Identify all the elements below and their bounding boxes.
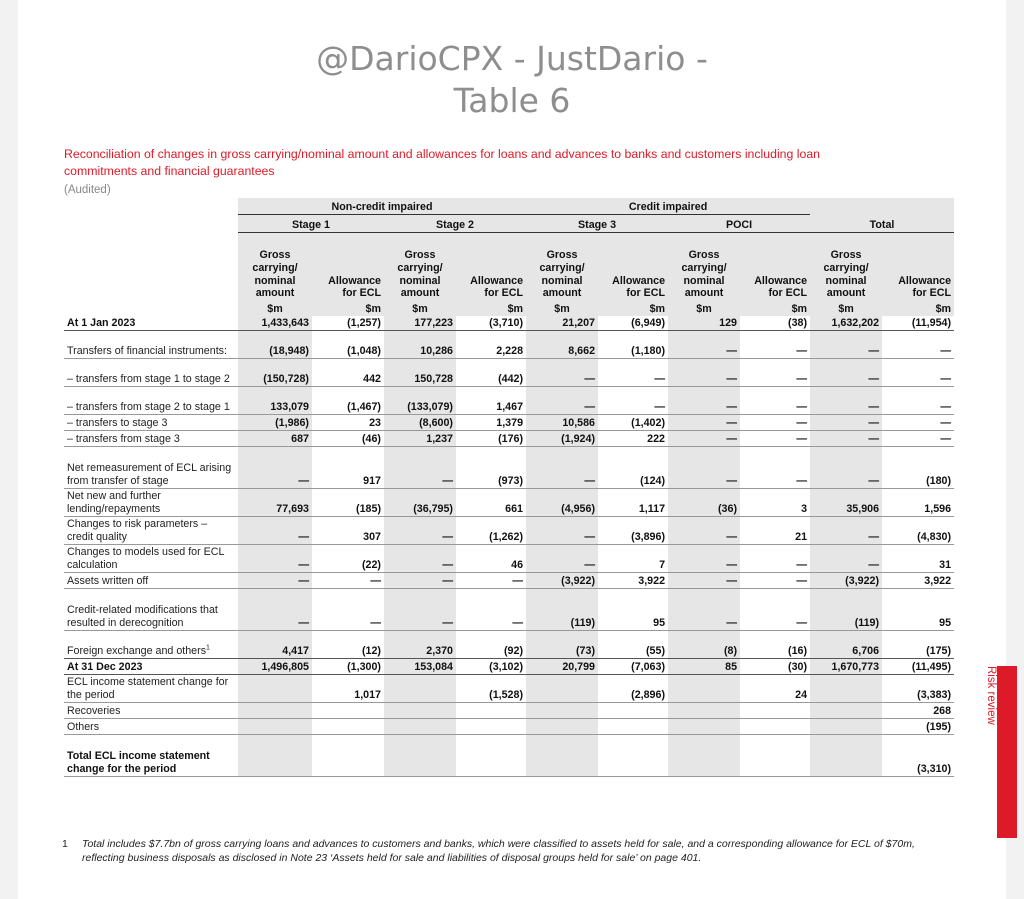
table-body <box>64 316 954 776</box>
cell-value <box>384 702 456 718</box>
cell-value: — <box>238 588 312 630</box>
cell-value: — <box>238 572 312 588</box>
cell-value: (3,710) <box>456 316 526 330</box>
cell-value: — <box>668 430 740 446</box>
ecl-reconciliation-table <box>64 198 952 777</box>
cell-value: — <box>526 386 598 414</box>
row-label-text: Changes to risk parameters – credit quality <box>67 518 208 543</box>
cell-value: 268 <box>882 702 954 718</box>
cell-value: — <box>882 414 954 430</box>
row-label-text: Net new and further lending/repayments <box>67 490 161 515</box>
cell-value <box>598 702 668 718</box>
table-row <box>64 734 954 776</box>
cell-value: 10,586 <box>526 414 598 430</box>
cell-value: — <box>810 430 882 446</box>
cell-value: (8,600) <box>384 414 456 430</box>
cell-value: (180) <box>882 446 954 488</box>
cell-value: — <box>526 446 598 488</box>
table-row <box>64 572 954 588</box>
cell-value: — <box>810 516 882 544</box>
unit-label: $m <box>882 300 954 316</box>
row-label-text: Total ECL income statement change for the period <box>67 750 210 775</box>
cell-value: — <box>810 386 882 414</box>
group-credit-impaired: Credit impaired <box>526 198 810 214</box>
unit-label: $m <box>598 300 668 316</box>
cell-value <box>238 702 312 718</box>
cell-value: 442 <box>312 358 384 386</box>
cell-value <box>312 718 384 734</box>
audited-note: (Audited) <box>64 184 111 196</box>
unit-label: $m <box>312 300 384 316</box>
cell-value: — <box>668 572 740 588</box>
cell-value: 4,417 <box>238 630 312 658</box>
table-row <box>64 330 954 358</box>
cell-value: (1,528) <box>456 674 526 702</box>
cell-value: 150,728 <box>384 358 456 386</box>
cell-value: — <box>526 358 598 386</box>
cell-value: — <box>668 330 740 358</box>
table-row <box>64 658 954 674</box>
cell-value: — <box>740 386 810 414</box>
cell-value: 1,379 <box>456 414 526 430</box>
cell-value: (1,300) <box>312 658 384 674</box>
cell-value: — <box>456 588 526 630</box>
row-label <box>64 430 238 446</box>
row-label-text: Others <box>67 720 100 733</box>
row-label-text: Transfers of financial instruments: <box>67 344 227 357</box>
cell-value <box>384 674 456 702</box>
cell-value: (11,495) <box>882 658 954 674</box>
cell-value: (3,922) <box>810 572 882 588</box>
unit-label: $m <box>526 300 598 316</box>
cell-value: — <box>740 572 810 588</box>
cell-value: 6,706 <box>810 630 882 658</box>
cell-value: (175) <box>882 630 954 658</box>
cell-value: — <box>810 544 882 572</box>
cell-value: (150,728) <box>238 358 312 386</box>
cell-value: 35,906 <box>810 488 882 516</box>
cell-value <box>526 674 598 702</box>
row-label-text: Foreign exchange and others <box>67 644 207 657</box>
cell-value: 85 <box>668 658 740 674</box>
cell-value: — <box>384 572 456 588</box>
cell-value: — <box>810 330 882 358</box>
footnote <box>62 838 942 865</box>
table-row <box>64 544 954 572</box>
row-label <box>64 544 238 572</box>
cell-value <box>456 702 526 718</box>
col-gross: Gross carrying/ nominal amount <box>810 232 882 300</box>
cell-value: 77,693 <box>238 488 312 516</box>
footnote-text: Total includes $7.7bn of gross carrying loans and advances to customers and banks, which were classified to assets held for sale, and a corresponding allowance for ECL of $70m, reflecting business disposals as disclosed in Note 23 ‘Assets held for sale and liabilities of disposal groups held for sale’ on page 401. <box>82 838 915 864</box>
row-label <box>64 630 238 658</box>
cell-value: — <box>526 516 598 544</box>
cell-value: 1,467 <box>456 386 526 414</box>
row-label-text: Net remeasurement of ECL arising from transfer of stage <box>67 462 232 487</box>
cell-value: (1,467) <box>312 386 384 414</box>
row-label <box>64 658 238 674</box>
cell-value: 24 <box>740 674 810 702</box>
cell-value: 1,632,202 <box>810 316 882 330</box>
cell-value <box>526 718 598 734</box>
col-allowance: Allowance for ECL <box>598 232 668 300</box>
cell-value <box>810 674 882 702</box>
cell-value <box>598 734 668 776</box>
cell-value: 1,596 <box>882 488 954 516</box>
cell-value: — <box>740 446 810 488</box>
cell-value: — <box>384 516 456 544</box>
cell-value: (46) <box>312 430 384 446</box>
cell-value: (22) <box>312 544 384 572</box>
col-gross: Gross carrying/ nominal amount <box>238 232 312 300</box>
cell-value: 661 <box>456 488 526 516</box>
header-stage-3: Stage 3 <box>526 214 668 232</box>
watermark <box>18 38 1006 122</box>
cell-value: (3,896) <box>598 516 668 544</box>
row-label <box>64 414 238 430</box>
unit-label: $m <box>810 300 882 316</box>
cell-value: 222 <box>598 430 668 446</box>
cell-value: 1,237 <box>384 430 456 446</box>
cell-value: (1,180) <box>598 330 668 358</box>
cell-value: (4,830) <box>882 516 954 544</box>
cell-value: 95 <box>882 588 954 630</box>
cell-value: (18,948) <box>238 330 312 358</box>
cell-value <box>526 702 598 718</box>
cell-value: — <box>598 358 668 386</box>
cell-value: (1,048) <box>312 330 384 358</box>
cell-value: 3,922 <box>598 572 668 588</box>
table-row <box>64 630 954 658</box>
cell-value: (7,063) <box>598 658 668 674</box>
row-label-text: Assets written off <box>67 574 149 587</box>
cell-value: — <box>526 544 598 572</box>
cell-value: (185) <box>312 488 384 516</box>
row-label-text: Recoveries <box>67 704 121 717</box>
cell-value: (442) <box>456 358 526 386</box>
cell-value: 3,922 <box>882 572 954 588</box>
cell-value: — <box>238 544 312 572</box>
cell-value: — <box>810 446 882 488</box>
cell-value: 1,670,773 <box>810 658 882 674</box>
row-label <box>64 330 238 358</box>
cell-value <box>456 734 526 776</box>
row-label <box>64 588 238 630</box>
col-allowance: Allowance for ECL <box>456 232 526 300</box>
cell-value: (2,896) <box>598 674 668 702</box>
cell-value: 1,017 <box>312 674 384 702</box>
cell-value: (1,257) <box>312 316 384 330</box>
cell-value: — <box>668 588 740 630</box>
cell-value: 21,207 <box>526 316 598 330</box>
col-allowance: Allowance for ECL <box>882 232 954 300</box>
cell-value: — <box>740 430 810 446</box>
col-allowance: Allowance for ECL <box>740 232 810 300</box>
unit-label: $m <box>238 300 312 316</box>
cell-value: 2,228 <box>456 330 526 358</box>
row-label-text: – transfers from stage 1 to stage 2 <box>67 372 230 385</box>
cell-value: — <box>668 446 740 488</box>
watermark-line2: Table 6 <box>453 81 571 120</box>
row-label-text: Changes to models used for ECL calculation <box>67 546 225 571</box>
cell-value: — <box>882 358 954 386</box>
cell-value: 46 <box>456 544 526 572</box>
cell-value: (176) <box>456 430 526 446</box>
cell-value <box>740 718 810 734</box>
table-row <box>64 358 954 386</box>
unit-label: $m <box>456 300 526 316</box>
unit-label: $m <box>384 300 456 316</box>
row-label-text: – transfers from stage 3 <box>67 432 180 445</box>
cell-value: — <box>312 572 384 588</box>
cell-value: (3,102) <box>456 658 526 674</box>
cell-value: (4,956) <box>526 488 598 516</box>
row-label-text: – transfers from stage 2 to stage 1 <box>67 400 230 413</box>
cell-value: 917 <box>312 446 384 488</box>
cell-value: (119) <box>526 588 598 630</box>
cell-value: — <box>882 330 954 358</box>
cell-value: (1,402) <box>598 414 668 430</box>
cell-value <box>526 734 598 776</box>
row-label <box>64 516 238 544</box>
cell-value <box>810 718 882 734</box>
col-gross: Gross carrying/ nominal amount <box>668 232 740 300</box>
cell-value: (30) <box>740 658 810 674</box>
cell-value: (12) <box>312 630 384 658</box>
unit-label: $m <box>740 300 810 316</box>
table-row <box>64 386 954 414</box>
cell-value: 31 <box>882 544 954 572</box>
cell-value: 177,223 <box>384 316 456 330</box>
table-heading: Reconciliation of changes in gross carrying/nominal amount and allowances for loans and advances to banks and customers including loan commitments and financial guarantees <box>64 147 821 178</box>
cell-value: (119) <box>810 588 882 630</box>
cell-value: (133,079) <box>384 386 456 414</box>
footnote-number: 1 <box>62 838 68 850</box>
cell-value <box>598 718 668 734</box>
cell-value: — <box>882 386 954 414</box>
cell-value: 21 <box>740 516 810 544</box>
table-row <box>64 588 954 630</box>
cell-value: (124) <box>598 446 668 488</box>
cell-value: — <box>238 516 312 544</box>
row-label <box>64 702 238 718</box>
table-row <box>64 446 954 488</box>
cell-value <box>810 734 882 776</box>
row-label-text: At 31 Dec 2023 <box>67 660 143 673</box>
row-label-text: ECL income statement change for the period <box>67 676 229 701</box>
cell-value: 133,079 <box>238 386 312 414</box>
cell-value: — <box>598 386 668 414</box>
side-accent-bar <box>997 666 1017 838</box>
footnote-marker: 1 <box>206 644 210 652</box>
cell-value: — <box>456 572 526 588</box>
cell-value: — <box>810 358 882 386</box>
cell-value <box>384 734 456 776</box>
row-label <box>64 734 238 776</box>
cell-value: — <box>384 446 456 488</box>
row-label <box>64 674 238 702</box>
table-row <box>64 674 954 702</box>
col-allowance: Allowance for ECL <box>312 232 384 300</box>
cell-value: 1,117 <box>598 488 668 516</box>
cell-value: 153,084 <box>384 658 456 674</box>
cell-value: — <box>882 430 954 446</box>
table-row <box>64 488 954 516</box>
col-gross: Gross carrying/ nominal amount <box>526 232 598 300</box>
cell-value: — <box>312 588 384 630</box>
header-poci: POCI <box>668 214 810 232</box>
cell-value: (36,795) <box>384 488 456 516</box>
cell-value: — <box>740 588 810 630</box>
cell-value: 1,433,643 <box>238 316 312 330</box>
cell-value: (195) <box>882 718 954 734</box>
table-row <box>64 516 954 544</box>
side-section-label: Risk review <box>985 666 997 725</box>
header-stage-2: Stage 2 <box>384 214 526 232</box>
cell-value <box>238 734 312 776</box>
cell-value: 1,496,805 <box>238 658 312 674</box>
group-non-credit-impaired: Non-credit impaired <box>238 198 526 214</box>
cell-value: 2,370 <box>384 630 456 658</box>
table-row <box>64 316 954 330</box>
cell-value: 129 <box>668 316 740 330</box>
cell-value: (973) <box>456 446 526 488</box>
cell-value: (8) <box>668 630 740 658</box>
cell-value <box>668 702 740 718</box>
cell-value: — <box>740 358 810 386</box>
row-label-text: – transfers to stage 3 <box>67 416 168 429</box>
cell-value <box>238 674 312 702</box>
cell-value: (3,383) <box>882 674 954 702</box>
cell-value <box>312 702 384 718</box>
header-stage-1: Stage 1 <box>238 214 384 232</box>
cell-value: — <box>668 414 740 430</box>
cell-value: — <box>668 516 740 544</box>
col-gross: Gross carrying/ nominal amount <box>384 232 456 300</box>
cell-value: — <box>384 544 456 572</box>
cell-value <box>668 718 740 734</box>
cell-value: — <box>668 358 740 386</box>
cell-value: 23 <box>312 414 384 430</box>
table-row <box>64 702 954 718</box>
cell-value <box>668 674 740 702</box>
cell-value: 95 <box>598 588 668 630</box>
table-row <box>64 414 954 430</box>
cell-value: — <box>668 544 740 572</box>
watermark-line1: @DarioCPX - JustDario - <box>316 39 708 78</box>
cell-value: (11,954) <box>882 316 954 330</box>
cell-value <box>312 734 384 776</box>
cell-value: — <box>668 386 740 414</box>
cell-value: (92) <box>456 630 526 658</box>
row-label <box>64 488 238 516</box>
row-label-text: Credit-related modifications that resulted in derecognition <box>67 604 218 629</box>
cell-value: (1,262) <box>456 516 526 544</box>
cell-value: 7 <box>598 544 668 572</box>
cell-value: 687 <box>238 430 312 446</box>
unit-label: $m <box>668 300 740 316</box>
cell-value <box>740 734 810 776</box>
row-label <box>64 446 238 488</box>
cell-value <box>384 718 456 734</box>
header-total: Total <box>810 214 954 232</box>
cell-value: — <box>810 414 882 430</box>
cell-value: 10,286 <box>384 330 456 358</box>
row-label <box>64 572 238 588</box>
cell-value: 8,662 <box>526 330 598 358</box>
cell-value: (55) <box>598 630 668 658</box>
row-label <box>64 316 238 330</box>
cell-value: — <box>238 446 312 488</box>
cell-value: (73) <box>526 630 598 658</box>
cell-value: — <box>740 544 810 572</box>
row-label-text: At 1 Jan 2023 <box>67 316 136 329</box>
cell-value: — <box>740 330 810 358</box>
cell-value: — <box>384 588 456 630</box>
cell-value: (16) <box>740 630 810 658</box>
table-row <box>64 430 954 446</box>
cell-value: (1,986) <box>238 414 312 430</box>
cell-value: — <box>740 414 810 430</box>
cell-value: (3,922) <box>526 572 598 588</box>
cell-value <box>238 718 312 734</box>
cell-value: 20,799 <box>526 658 598 674</box>
row-label <box>64 386 238 414</box>
cell-value: (36) <box>668 488 740 516</box>
cell-value <box>740 702 810 718</box>
cell-value: (1,924) <box>526 430 598 446</box>
table-row <box>64 718 954 734</box>
cell-value: (38) <box>740 316 810 330</box>
cell-value: (6,949) <box>598 316 668 330</box>
cell-value <box>668 734 740 776</box>
row-label <box>64 718 238 734</box>
cell-value: (3,310) <box>882 734 954 776</box>
cell-value: 307 <box>312 516 384 544</box>
cell-value <box>810 702 882 718</box>
row-label <box>64 358 238 386</box>
cell-value: 3 <box>740 488 810 516</box>
cell-value <box>456 718 526 734</box>
